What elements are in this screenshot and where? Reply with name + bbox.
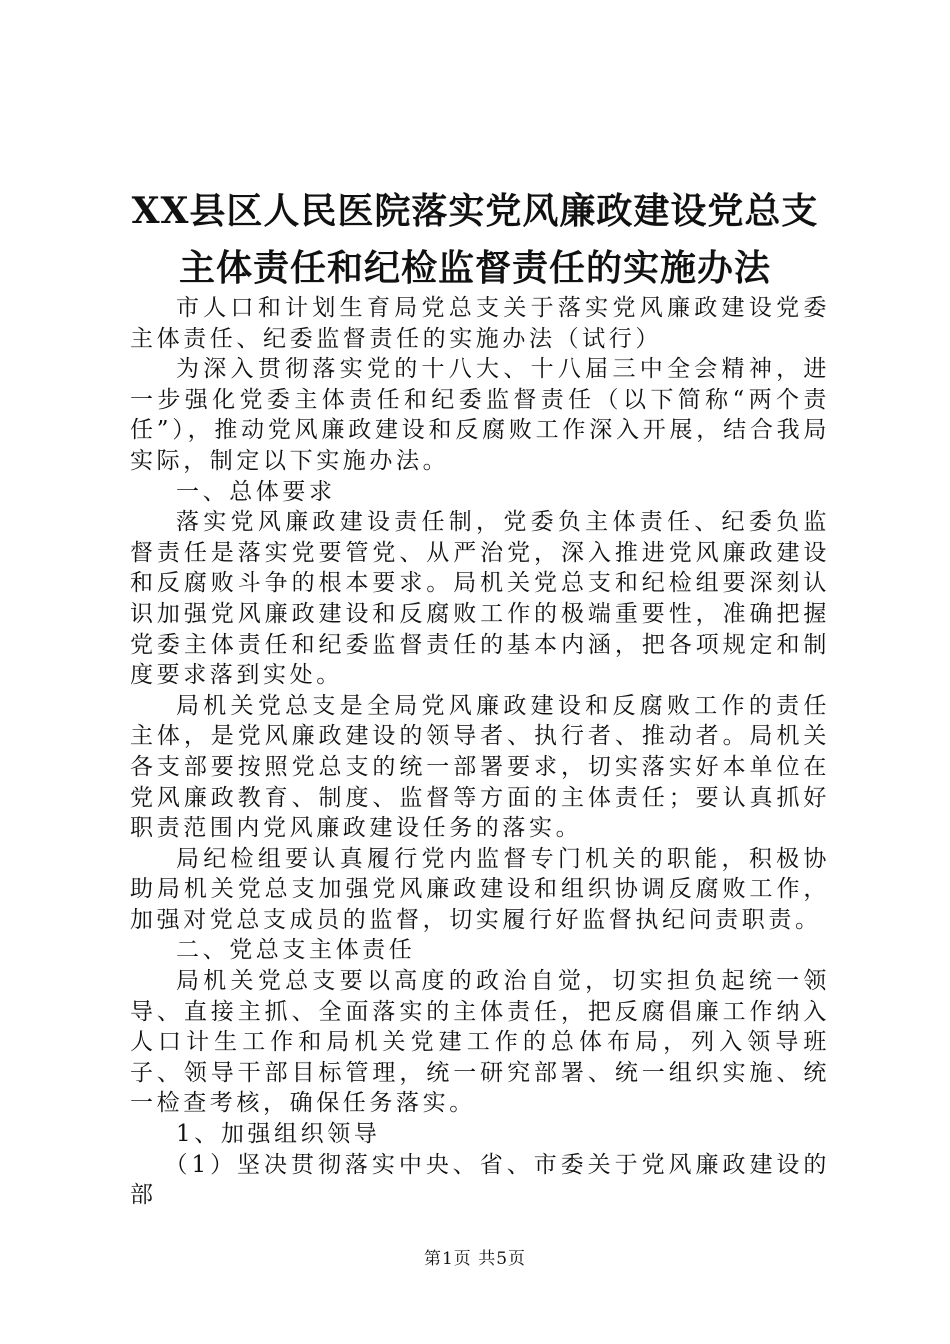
page-footer: 第1页 共5页	[423, 1249, 527, 1269]
paragraph: 局机关党总支要以高度的政治自觉，切实担负起统一领导、直接主抓、全面落实的主体责任，把反腐倡廉工作纳入人口计生工作和局机关党建工作的总体布局，列入领导班子、领导干部目标管理，统一研究部署、统一组织实施、统一检查考核，确保任务落实。	[130, 968, 830, 1117]
document-title: XX县区人民医院落实党风廉政建设党总支主体责任和纪检监督责任的实施办法	[131, 190, 819, 289]
paragraph: 落实党风廉政建设责任制，党委负主体责任、纪委负监督责任是落实党要管党、从严治党，深入推进党风廉政建设和反腐败斗争的根本要求。局机关党总支和纪检组要深刻认识加强党风廉政建设和反腐败工作的极端重要性，准确把握党委主体责任和纪委监督责任的基本内涵，把各项规定和制度要求落到实处。	[130, 509, 830, 689]
list-item: （1）坚决贯彻落实中央、省、市委关于党风廉政建设的部	[130, 1151, 830, 1209]
document-body	[130, 293, 830, 1211]
paragraph-subtitle: 市人口和计划生育局党总支关于落实党风廉政建设党委主体责任、纪委监督责任的实施办法（试行）	[130, 295, 830, 352]
subsection-heading: 1、加强组织领导	[176, 1121, 381, 1148]
section-heading-party-responsibility: 二、党总支主体责任	[176, 937, 416, 964]
paragraph: 局纪检组要认真履行党内监督专门机关的职能，积极协助局机关党总支加强党风廉政建设和组织协调反腐败工作，加强对党总支成员的监督，切实履行好监督执纪问责职责。	[130, 845, 830, 933]
section-heading-general-requirements: 一、总体要求	[176, 478, 336, 505]
paragraph-intro: 为深入贯彻落实党的十八大、十八届三中全会精神，进一步强化党委主体责任和纪委监督责任（以下简称“两个责任”），推动党风廉政建设和反腐败工作深入开展，结合我局实际，制定以下实施办法。	[130, 356, 830, 474]
paragraph: 局机关党总支是全局党风廉政建设和反腐败工作的责任主体，是党风廉政建设的领导者、执行者、推动者。局机关各支部要按照党总支的统一部署要求，切实落实好本单位在党风廉政教育、制度、监督等方面的主体责任；要认真抓好职责范围内党风廉政建设任务的落实。	[130, 692, 830, 842]
